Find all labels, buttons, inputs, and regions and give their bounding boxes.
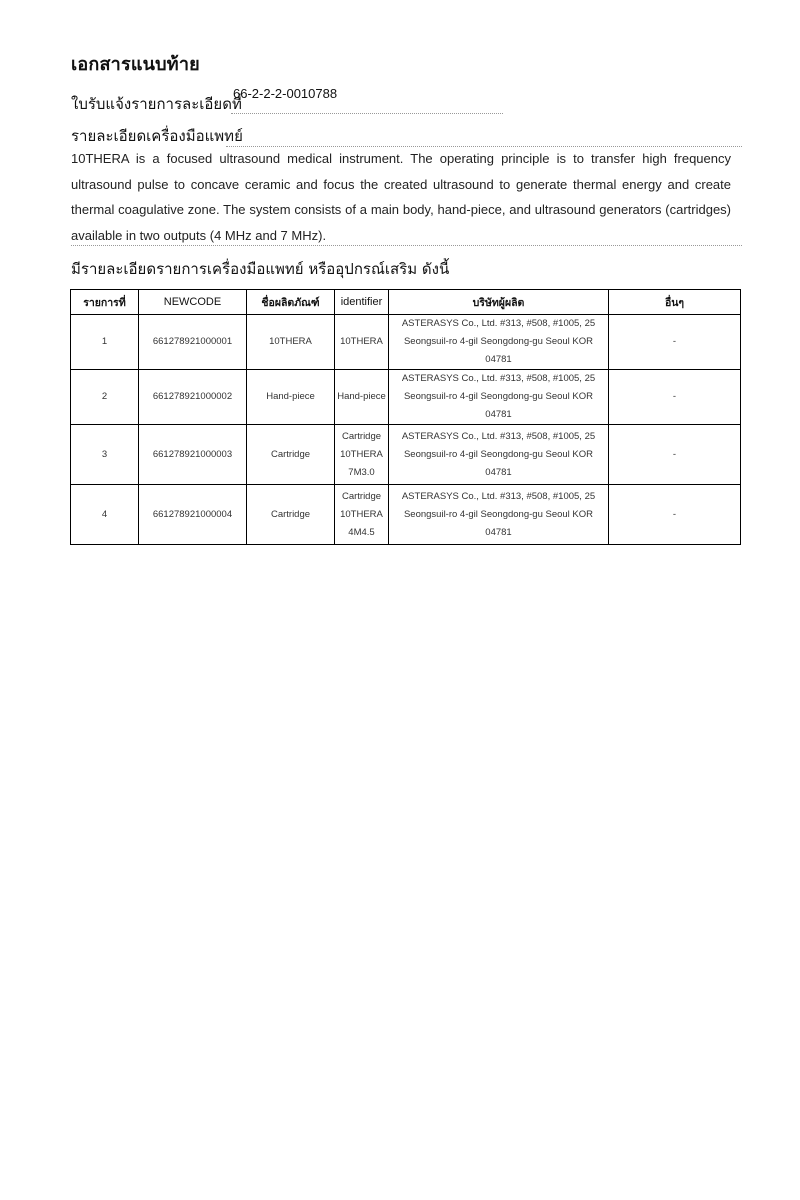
page-title: เอกสารแนบท้าย (71, 54, 200, 75)
item-list-heading: มีรายละเอียดรายการเครื่องมือแพทย์ หรืออุปกรณ์เสริม ดังนี้ (71, 260, 450, 278)
manufacturer-line: Seongsuil-ro 4-gil Seongdong-gu Seoul KOR 04781 (403, 448, 594, 478)
identifier-line: 4M4.5 (348, 526, 375, 538)
detail-dotted-line-bottom (71, 245, 742, 246)
cell-manufacturer (389, 425, 609, 485)
cell-newcode: 661278921000004 (139, 485, 247, 545)
cell-identifier (335, 425, 389, 485)
identifier-line: 7M3.0 (348, 466, 375, 478)
cell-item-no: 2 (71, 370, 139, 425)
cell-item-no: 3 (71, 425, 139, 485)
manufacturer-line: ASTERASYS Co., Ltd. #313, #508, #1005, 25 (401, 318, 596, 329)
device-items-table (70, 289, 741, 545)
table-row (71, 425, 741, 485)
manufacturer-line: ASTERASYS Co., Ltd. #313, #508, #1005, 25 (401, 373, 596, 384)
header-product-name: ชื่อผลิตภัณฑ์ (247, 290, 335, 315)
cell-other: - (609, 315, 741, 370)
cell-other: - (609, 425, 741, 485)
cell-manufacturer (389, 370, 609, 425)
device-detail-label: รายละเอียดเครื่องมือแพทย์ (71, 127, 243, 145)
identifier-line: 10THERA (340, 448, 383, 460)
cell-product: Hand-piece (247, 370, 335, 425)
cell-item-no: 4 (71, 485, 139, 545)
cell-newcode: 661278921000001 (139, 315, 247, 370)
cell-product: Cartridge (247, 425, 335, 485)
header-item-no: รายการที่ (71, 290, 139, 315)
cell-product: 10THERA (247, 315, 335, 370)
header-newcode: NEWCODE (139, 290, 247, 315)
cell-identifier (335, 370, 389, 425)
cell-manufacturer (389, 315, 609, 370)
header-other: อื่นๆ (609, 290, 741, 315)
table-row (71, 315, 741, 370)
identifier-line: Cartridge (341, 490, 382, 502)
cell-other: - (609, 370, 741, 425)
reference-number: 66-2-2-2-0010788 (233, 86, 338, 101)
manufacturer-line: Seongsuil-ro 4-gil Seongdong-gu Seoul KOR 04781 (403, 391, 594, 420)
cell-identifier (335, 485, 389, 545)
cell-other: - (609, 485, 741, 545)
identifier-line: Hand-piece (337, 391, 386, 402)
device-description: 10THERA is a focused ultrasound medical instrument. The operating principle is to transfer high frequency ultrasound pulse to concave ceramic and focus the created ultrasound to generate thermal energy and create thermal coagulative zone. The system consists of a main body, hand-piece, and ultrasound generators (cartridges) available in two outputs (4 MHz and 7 MHz). (71, 151, 731, 243)
manufacturer-line: Seongsuil-ro 4-gil Seongdong-gu Seoul KOR 04781 (403, 336, 594, 365)
cell-newcode: 661278921000003 (139, 425, 247, 485)
identifier-line: 10THERA (340, 336, 383, 347)
identifier-line: 10THERA (340, 508, 383, 520)
manufacturer-line: ASTERASYS Co., Ltd. #313, #508, #1005, 25 (401, 430, 596, 442)
table-row (71, 485, 741, 545)
manufacturer-line: Seongsuil-ro 4-gil Seongdong-gu Seoul KOR 04781 (403, 508, 594, 538)
manufacturer-line: ASTERASYS Co., Ltd. #313, #508, #1005, 25 (401, 490, 596, 502)
cell-newcode: 661278921000002 (139, 370, 247, 425)
cell-identifier (335, 315, 389, 370)
header-identifier: identifier (335, 290, 389, 315)
header-manufacturer: บริษัทผู้ผลิต (389, 290, 609, 315)
cell-product: Cartridge (247, 485, 335, 545)
cell-manufacturer (389, 485, 609, 545)
identifier-line: Cartridge (341, 430, 382, 442)
table-row (71, 370, 741, 425)
reference-dotted-line (231, 113, 503, 114)
reference-label: ใบรับแจ้งรายการละเอียดที่ (71, 95, 242, 113)
table-header-row (71, 290, 741, 315)
cell-item-no: 1 (71, 315, 139, 370)
